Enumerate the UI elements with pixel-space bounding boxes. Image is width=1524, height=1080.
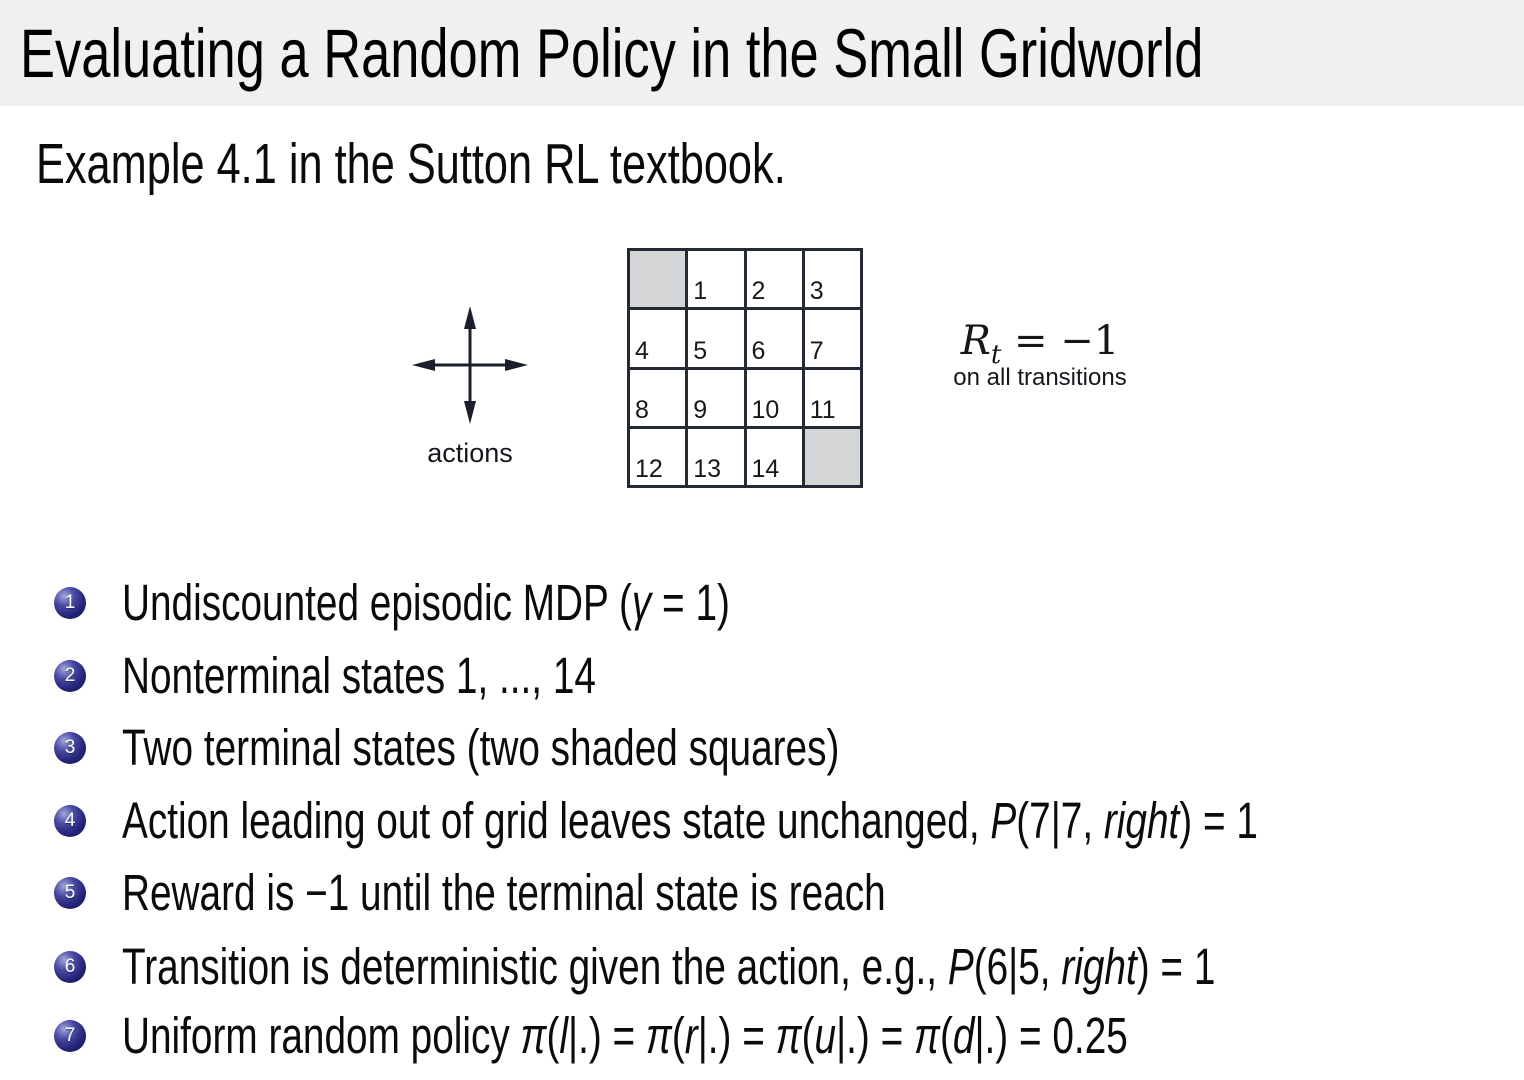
- grid-cell-10: 10: [747, 370, 802, 426]
- grid-cell-8: 8: [630, 370, 685, 426]
- list-item-2: Nonterminal states 1, ..., 14: [122, 647, 596, 704]
- list-item-4: Action leading out of grid leaves state unchanged, P(7|7, right) = 1: [122, 792, 1258, 849]
- grid-cell-13: 13: [688, 429, 743, 485]
- grid-cell-4: 4: [630, 310, 685, 366]
- list-item-1: Undiscounted episodic MDP (γ = 1): [122, 574, 730, 631]
- grid-cell-14: 14: [747, 429, 802, 485]
- item-number-badge-5: 5: [54, 877, 86, 909]
- item-number-badge-2: 2: [54, 660, 86, 692]
- item-number-badge-3: 3: [54, 732, 86, 764]
- item-number-badge-4: 4: [54, 805, 86, 837]
- list-item-7: Uniform random policy π(l|.) = π(r|.) = π(u|.) = π(d|.) = 0.25: [122, 1007, 1128, 1064]
- grid-cell-terminal-topleft: [630, 251, 685, 307]
- page-title: [0, 14, 1524, 93]
- grid-cell-9: 9: [688, 370, 743, 426]
- grid-cell-7: 7: [805, 310, 860, 366]
- grid-cell-terminal-bottomright: [805, 429, 860, 485]
- item-number-badge-1: 1: [54, 587, 86, 619]
- slide-subtitle: Example 4.1 in the Sutton RL textbook.: [36, 132, 786, 196]
- page-title-text: Evaluating a Random Policy in the Small Gridworld: [20, 14, 1204, 92]
- list-item-5: Reward is −1 until the terminal state is reach: [122, 864, 886, 921]
- title-bar: [0, 0, 1524, 106]
- grid-cell-3: 3: [805, 251, 860, 307]
- reward-formula: $R_t = -1$: [960, 318, 1120, 370]
- list-item-3: Two terminal states (two shaded squares): [122, 719, 840, 776]
- actions-label: actions: [427, 438, 513, 468]
- gridworld-grid: [627, 248, 863, 488]
- actions-cross-icon: [412, 306, 528, 426]
- list-item-6: Transition is deterministic given the action, e.g., P(6|5, right) = 1: [122, 938, 1216, 995]
- grid-cell-2: 2: [747, 251, 802, 307]
- reward-caption: on all transitions: [953, 364, 1127, 391]
- grid-cell-5: 5: [688, 310, 743, 366]
- item-number-badge-7: 7: [54, 1020, 86, 1052]
- grid-cell-11: 11: [805, 370, 860, 426]
- item-number-badge-6: 6: [54, 951, 86, 983]
- grid-cell-6: 6: [747, 310, 802, 366]
- grid-cell-12: 12: [630, 429, 685, 485]
- grid-cell-1: 1: [688, 251, 743, 307]
